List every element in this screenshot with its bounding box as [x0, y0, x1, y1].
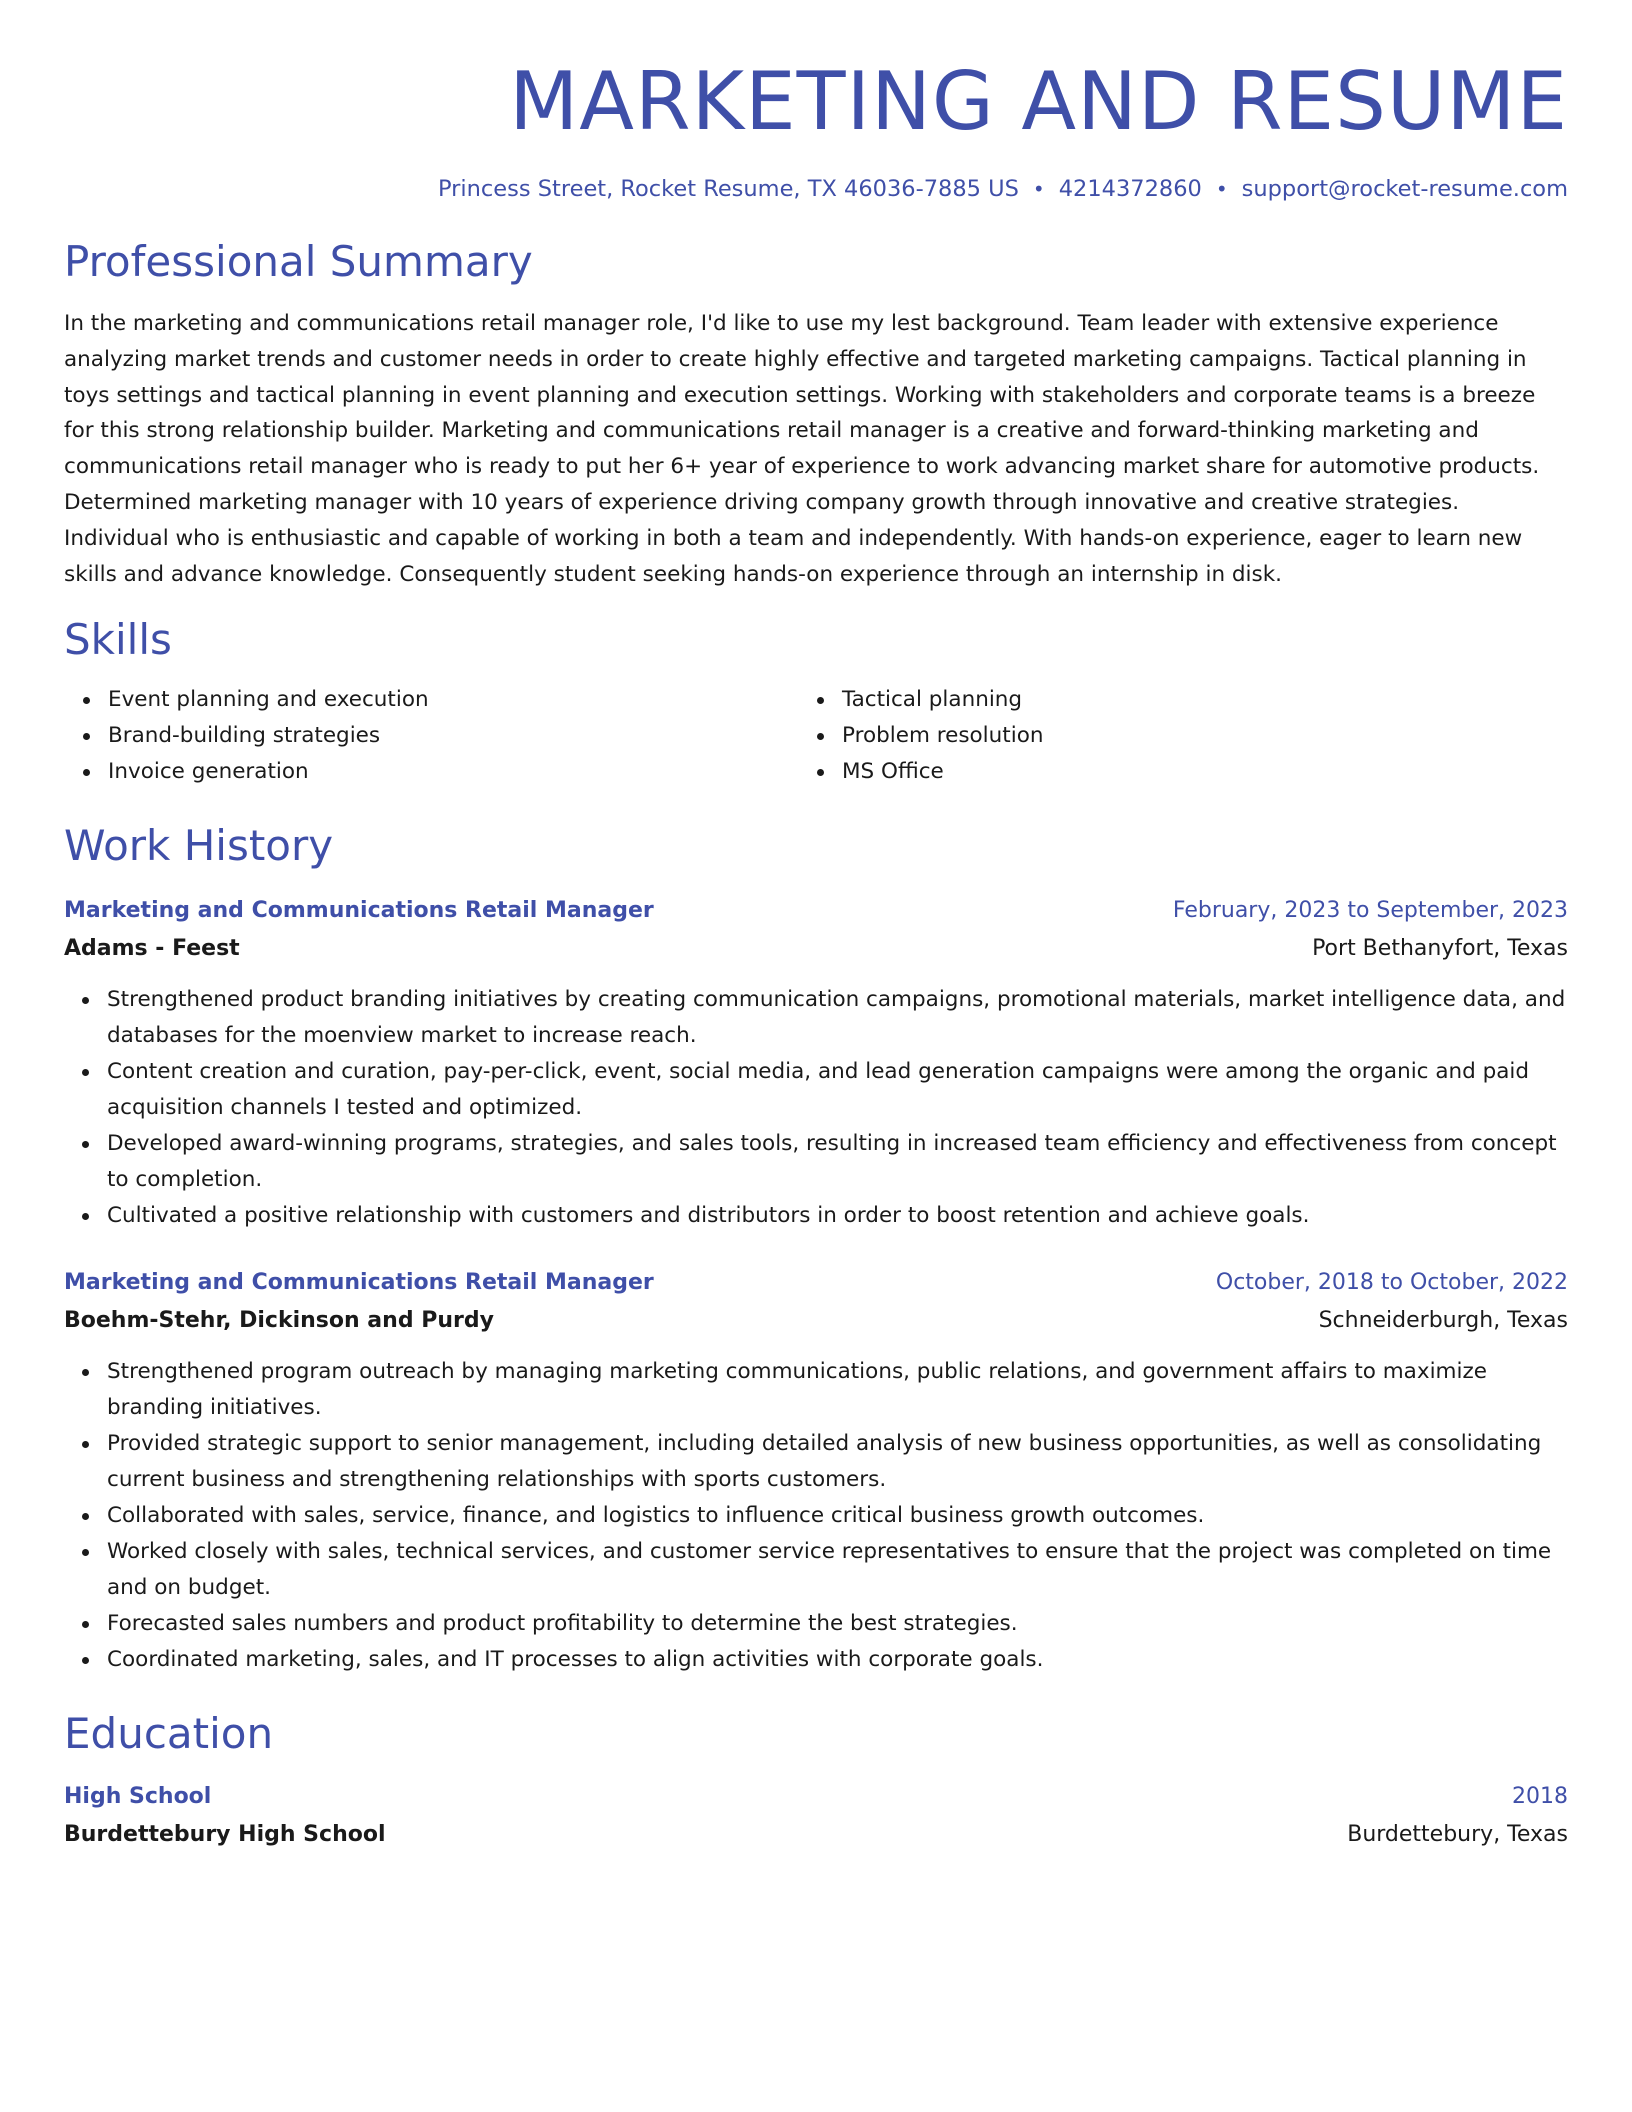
education-location: Burdettebury, Texas — [1347, 1822, 1568, 1848]
job-company-row — [64, 930, 1568, 968]
education-header-row — [64, 1778, 1568, 1816]
skill-item: MS Office — [842, 754, 1542, 790]
job-company: Boehm-Stehr, Dickinson and Purdy — [64, 1308, 494, 1334]
work-history-heading: Work History — [64, 821, 334, 871]
job-entry — [64, 1264, 1568, 1678]
job-bullet: Provided strategic support to senior management, including detailed analysis of new business opportunities, as well as consolidating current business and strengthening relationships with sports customers. — [107, 1426, 1568, 1498]
job-location: Port Bethanyfort, Texas — [1312, 936, 1568, 962]
education-entry — [64, 1778, 1568, 1854]
job-bullet: Collaborated with sales, service, finance, and logistics to influence critical business growth outcomes. — [107, 1498, 1568, 1534]
contact-separator: • — [1032, 177, 1045, 201]
job-header-row — [64, 1264, 1568, 1302]
summary-heading: Professional Summary — [64, 237, 533, 286]
skill-item: Brand-building strategies — [108, 718, 798, 754]
job-title: Marketing and Communications Retail Manager — [64, 1270, 654, 1296]
contact-phone: 4214372860 — [1058, 176, 1202, 202]
job-bullet: Coordinated marketing, sales, and IT processes to align activities with corporate goals. — [107, 1642, 1568, 1678]
education-school-row — [64, 1816, 1568, 1854]
skills-list — [64, 682, 1568, 790]
skill-item: Event planning and execution — [108, 682, 798, 718]
education-year: 2018 — [1512, 1784, 1568, 1810]
contact-line — [64, 172, 1568, 206]
job-bullet: Forecasted sales numbers and product profitability to determine the best strategies. — [107, 1606, 1568, 1642]
education-degree: High School — [64, 1784, 212, 1810]
job-bullet: Developed award-winning programs, strategies, and sales tools, resulting in increased team efficiency and effectiveness from concept to completion. — [107, 1126, 1568, 1198]
job-location: Schneiderburgh, Texas — [1318, 1308, 1568, 1334]
contact-address: Princess Street, Rocket Resume, TX 46036-7885 US — [438, 176, 1019, 202]
contact-email: support@rocket-resume.com — [1241, 176, 1568, 202]
summary-text: In the marketing and communications retail manager role, I'd like to use my lest background. Team leader with extensive experience analyzing market trends and customer needs in order to create highly effective and targeted marketing campaigns. Tactical planning in toys settings and tactical planning in event planning and execution settings. Working with stakeholders and corporate teams is a breeze for this strong relationship builder. Marketing and communications retail manager is a creative and forward-thinking marketing and communications retail manager who is ready to put her 6+ year of experience to work advancing market share for automotive products. Determined marketing manager with 10 years of experience driving company growth through innovative and creative strategies. Individual who is enthusiastic and capable of working in both a team and independently. With hands-on experience, eager to learn new skills and advance knowledge. Consequently student seeking hands-on experience through an internship in disk. — [64, 311, 1540, 587]
job-title: Marketing and Communications Retail Manager — [64, 898, 654, 924]
education-heading: Education — [64, 1709, 274, 1759]
skill-item: Tactical planning — [842, 682, 1542, 718]
job-bullet: Cultivated a positive relationship with customers and distributors in order to boost retention and achieve goals. — [107, 1198, 1568, 1234]
job-bullets — [64, 1354, 1568, 1678]
job-bullet: Content creation and curation, pay-per-click, event, social media, and lead generation campaigns were among the organic and paid acquisition channels I tested and optimized. — [107, 1054, 1568, 1126]
job-bullet: Worked closely with sales, technical services, and customer service representatives to ensure that the project was completed on time and on budget. — [107, 1534, 1568, 1606]
skill-item: Problem resolution — [842, 718, 1542, 754]
job-header-row — [64, 892, 1568, 930]
job-bullets — [64, 982, 1568, 1234]
resume-name: MARKETING AND RESUME — [509, 55, 1568, 148]
job-company-row — [64, 1302, 1568, 1340]
contact-separator: • — [1215, 177, 1228, 201]
job-company: Adams - Feest — [64, 936, 240, 962]
education-school: Burdettebury High School — [64, 1822, 386, 1848]
skill-item: Invoice generation — [108, 754, 798, 790]
job-dates: October, 2018 to October, 2022 — [1215, 1270, 1568, 1296]
job-bullet: Strengthened product branding initiatives by creating communication campaigns, promotional materials, market intelligence data, and databases for the moenview market to increase reach. — [107, 982, 1568, 1054]
job-entry — [64, 892, 1568, 1234]
skills-column-1 — [64, 682, 798, 790]
skills-heading: Skills — [64, 615, 172, 665]
job-bullet: Strengthened program outreach by managing marketing communications, public relations, and government affairs to maximize branding initiatives. — [107, 1354, 1568, 1426]
skills-column-2 — [798, 682, 1542, 790]
job-dates: February, 2023 to September, 2023 — [1172, 898, 1568, 924]
